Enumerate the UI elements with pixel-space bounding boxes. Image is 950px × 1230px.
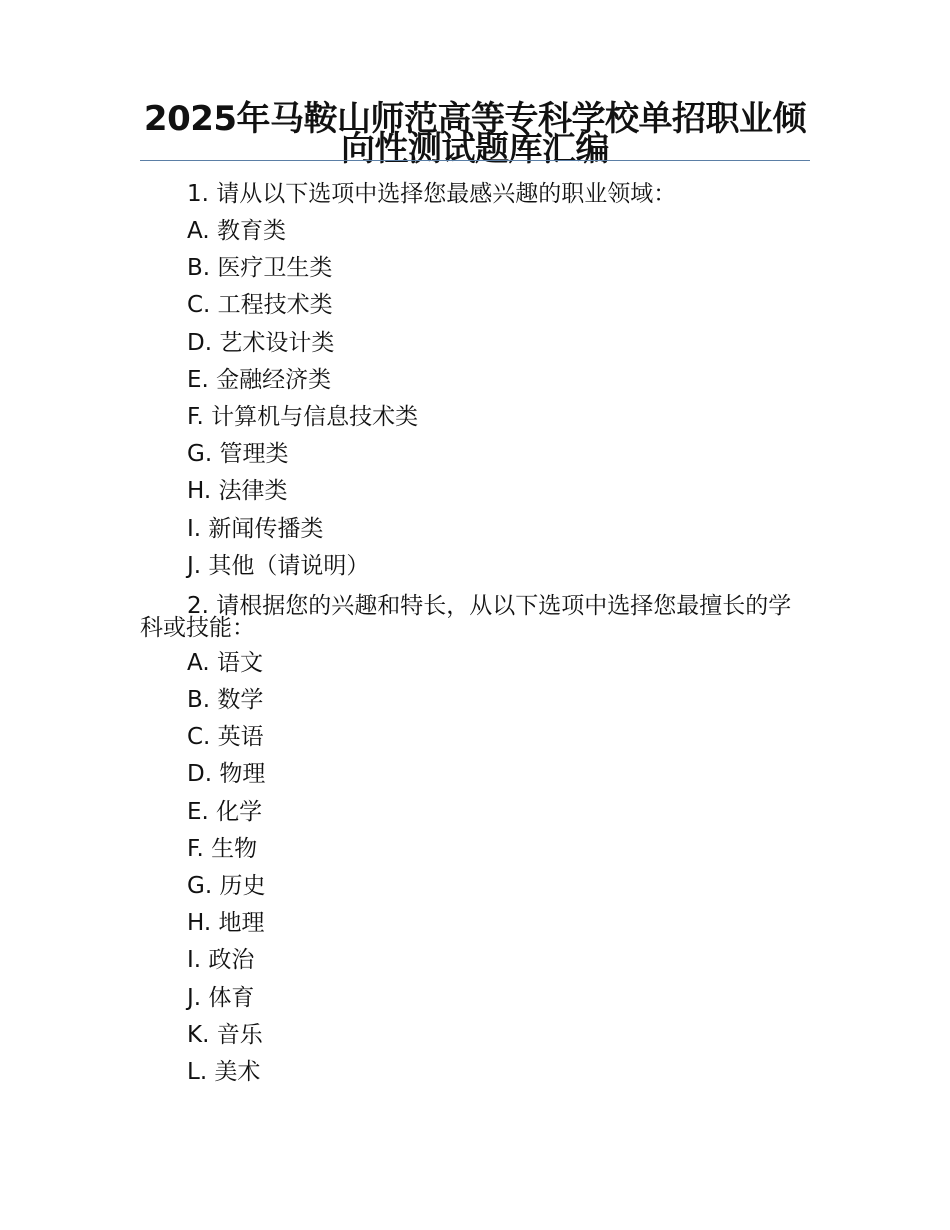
question-1-option-g: G. 管理类 <box>187 441 289 468</box>
question-2-option-a: A. 语文 <box>187 649 263 676</box>
question-1-option-d: D. 艺术设计类 <box>187 329 335 356</box>
question-2-option-c: C. 英语 <box>187 724 264 751</box>
question-1-option-j: J. 其他（请说明） <box>187 552 370 579</box>
question-2-option-j: J. 体育 <box>187 984 255 1011</box>
question-1-option-f: F. 计算机与信息技术类 <box>187 403 419 430</box>
question-1-option-i: I. 新闻传播类 <box>187 515 324 542</box>
question-list <box>140 178 810 1091</box>
question-2-option-g: G. 历史 <box>187 873 266 899</box>
question-1-option-h: H. 法律类 <box>187 478 288 505</box>
document-title: 2025年马鞍山师范高等专科学校单招职业倾向性测试题库汇编 <box>143 99 807 169</box>
question-1-option-b: B. 医疗卫生类 <box>187 255 333 282</box>
question-2-option-k: K. 音乐 <box>187 1021 263 1048</box>
question-1-prompt: 1. 请从以下选项中选择您最感兴趣的职业领域： <box>187 181 677 207</box>
question-2-option-e: E. 化学 <box>187 798 263 825</box>
question-2-option-d: D. 物理 <box>187 761 266 788</box>
question-2-option-l: L. 美术 <box>187 1058 261 1085</box>
question-2-prompt: 2. 请根据您的兴趣和特长，从以下选项中选择您最擅长的学科或技能： <box>140 592 792 641</box>
title-divider <box>140 160 810 161</box>
question-1-option-e: E. 金融经济类 <box>187 366 332 393</box>
question-1-option-a: A. 教育类 <box>187 218 286 244</box>
question-2-option-f: F. 生物 <box>187 835 258 862</box>
question-2-option-i: I. 政治 <box>187 947 255 974</box>
question-2-option-b: B. 数学 <box>187 687 264 714</box>
question-2-option-h: H. 地理 <box>187 910 265 937</box>
question-1-option-c: C. 工程技术类 <box>187 292 333 319</box>
